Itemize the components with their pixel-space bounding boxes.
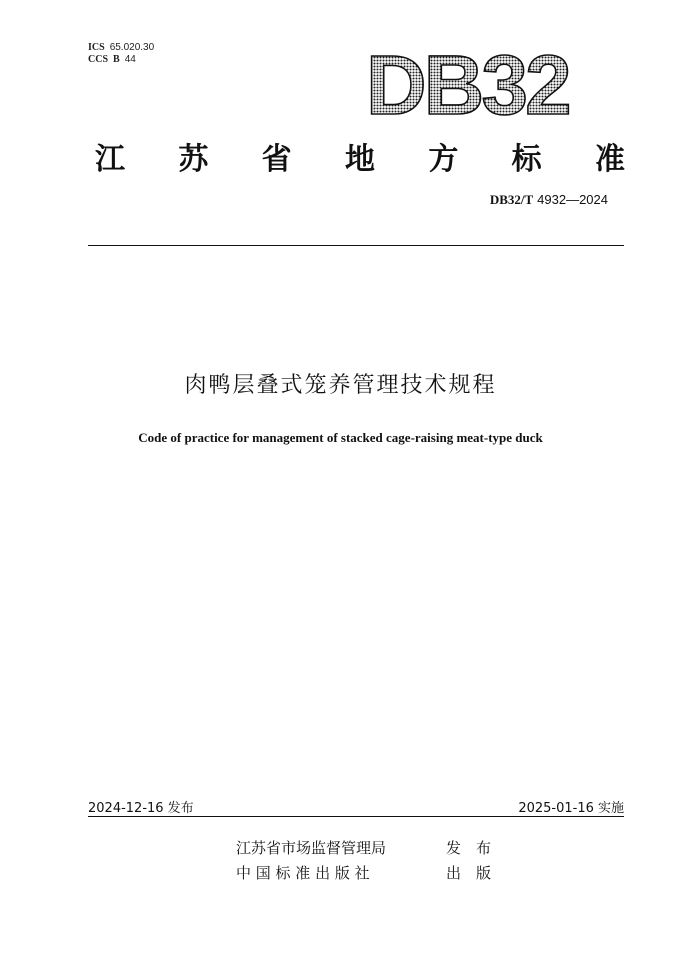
standard-number-value: 4932—2024 [537,192,608,207]
heading-char: 地 [344,142,375,177]
db32-logo [364,38,574,120]
publisher-org: 江苏省市场监督管理局 [236,839,387,857]
logo-text: DB32 [366,38,569,120]
ics-value: 65.020.30 [109,42,155,53]
bottom-divider [88,816,624,817]
ics-label: ICS [88,42,105,53]
heading-char: 方 [428,142,459,177]
publisher-row [236,837,491,858]
printer-row [236,862,491,883]
publisher-role: 发 布 [446,839,492,857]
standard-number-prefix: DB32/T [489,192,534,207]
standard-number [490,192,608,208]
printer-role: 出 版 [446,864,492,882]
standard-type-heading [95,134,625,177]
ccs-label: CCS [88,54,109,65]
ccs-code [88,54,136,66]
heading-char: 省 [261,142,292,177]
ccs-value: 44 [124,54,136,65]
ccs-letter: B [113,54,120,65]
implement-date: 2025-01-16 实施 [518,801,624,816]
printer-org: 中 国 标 准 出 版 社 [236,864,370,882]
heading-char: 江 [95,142,125,177]
issue-date: 2024-12-16 发布 [88,801,194,816]
heading-char: 标 [511,142,542,177]
top-divider [88,245,624,246]
document-title-english: Code of practice for management of stacked cage-raising meat-type duck [138,430,543,445]
document-title: 肉鸭层叠式笼养管理技术规程 [184,373,497,398]
heading-char: 苏 [178,142,209,177]
ics-code [88,42,154,54]
heading-char: 准 [594,142,625,177]
